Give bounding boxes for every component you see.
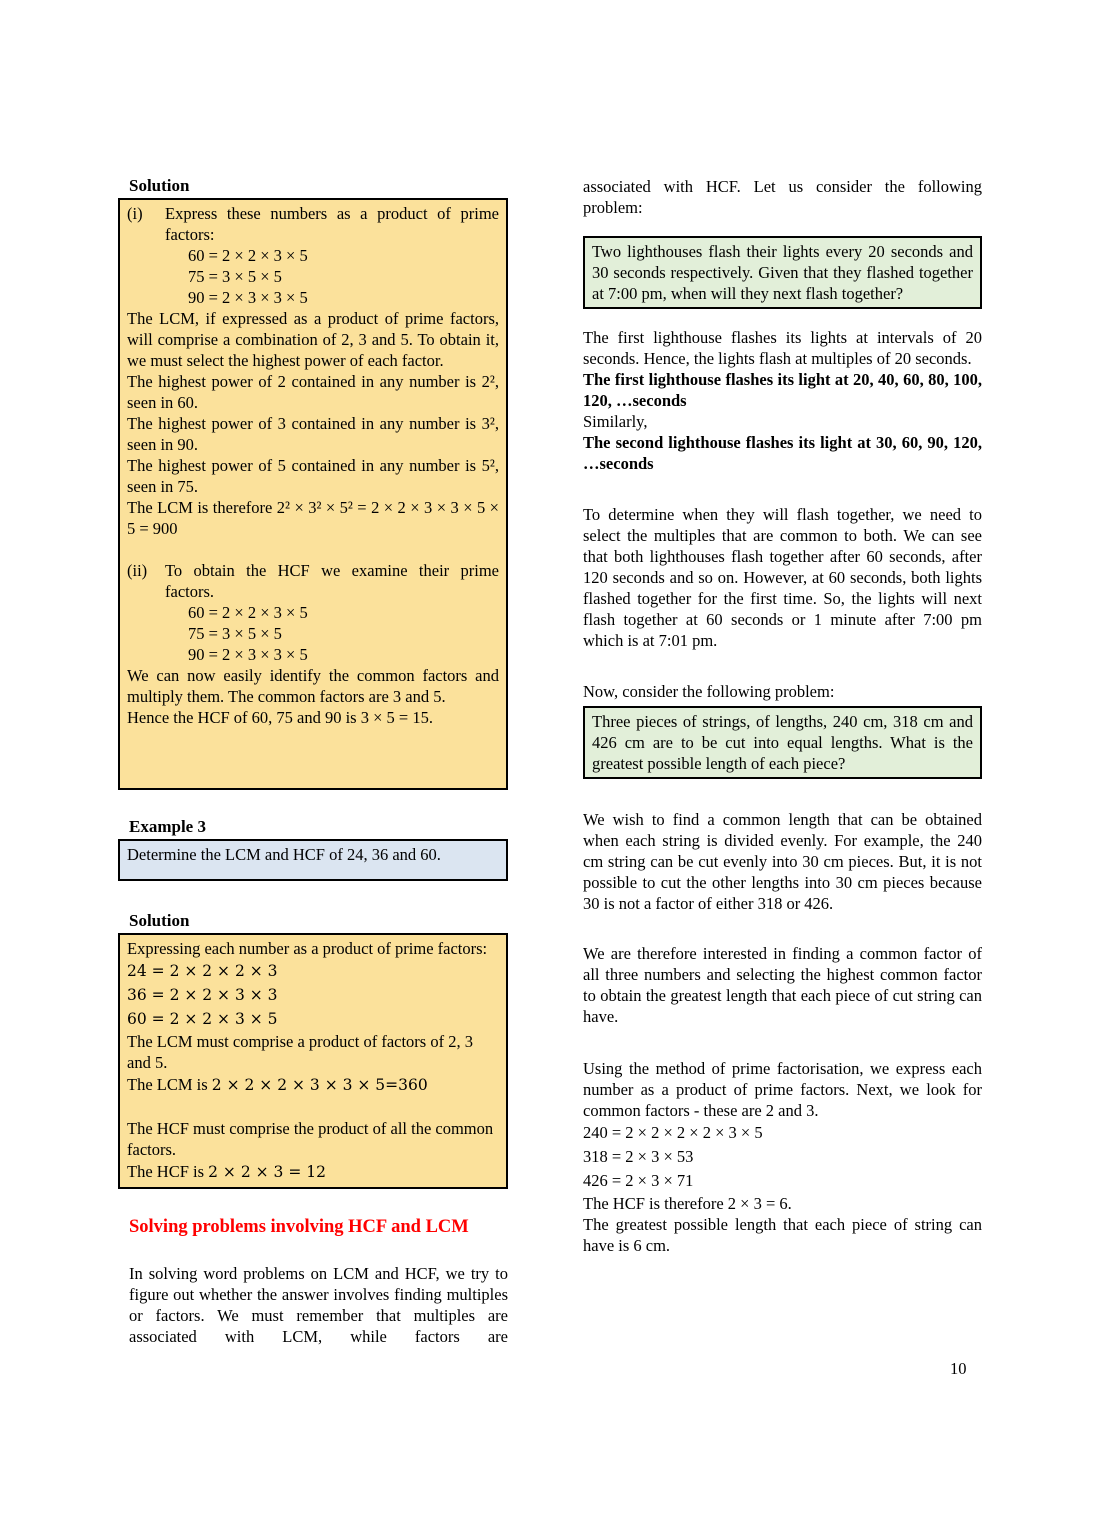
body-paragraph: Now, consider the following problem:	[583, 682, 835, 701]
step-i-text: Express these numbers as a product of prime factors:	[165, 204, 499, 244]
hcf-result-prefix: The HCF is	[127, 1162, 209, 1181]
lcm-result-line	[127, 1073, 499, 1097]
factor-line: 60 = 2 × 2 × 3 × 5	[127, 1010, 278, 1028]
solution-paragraph: The highest power of 5 contained in any number is 5², seen in 75.	[127, 456, 499, 496]
blank-line	[127, 1097, 499, 1118]
body-paragraph: In solving word problems on LCM and HCF, we try to figure out whether the answer involves finding multiples or factors. We must remember that multiples are associated with LCM, while factors are	[129, 1264, 508, 1346]
solution-box-2	[118, 933, 508, 1189]
solution-heading-2: Solution	[129, 911, 190, 930]
solution-paragraph: The highest power of 3 contained in any number is 3², seen in 90.	[127, 414, 499, 454]
factor-line: 60 = 2 × 2 × 3 × 5	[188, 246, 308, 265]
hcf-result-line	[127, 1160, 499, 1184]
solution-paragraph: Expressing each number as a product of prime factors:	[127, 939, 488, 958]
solution-paragraph: The LCM must comprise a product of factors of 2, 3 and 5.	[127, 1032, 473, 1072]
factor-line: 240 = 2 × 2 × 2 × 2 × 3 × 5	[583, 1123, 763, 1142]
body-paragraph: The first lighthouse flashes its lights at intervals of 20 seconds. Hence, the lights flash at multiples of 20 seconds.	[583, 328, 982, 368]
body-paragraph: Similarly,	[583, 412, 648, 431]
section-heading: Solving problems involving HCF and LCM	[129, 1217, 469, 1237]
solution-paragraph: The LCM, if expressed as a product of prime factors, will comprise a combination of 2, 3 and 5. To obtain it, we must select the highest power of each factor.	[127, 309, 499, 370]
hcf-result-math: 2 × 2 × 3 = 12	[208, 1163, 326, 1181]
factor-line: 90 = 2 × 3 × 3 × 5	[188, 288, 308, 307]
factor-line: 75 = 3 × 5 × 5	[188, 624, 282, 643]
body-paragraph: The greatest possible length that each piece of string can have is 6 cm.	[583, 1215, 982, 1255]
right-column	[583, 176, 982, 1256]
solution-heading-1: Solution	[129, 176, 190, 195]
body-paragraph: Using the method of prime factorisation, we express each number as a product of prime factors. Next, we look for common factors - these are 2 and 3.	[583, 1059, 982, 1120]
bold-statement: The second lighthouse flashes its light at 30, 60, 90, 120, …seconds	[583, 433, 982, 473]
problem-box-1: Two lighthouses flash their lights every 20 seconds and 30 seconds respectively. Given that they flashed together at 7:00 pm, when will they next flash together?	[583, 236, 982, 309]
step-ii	[127, 560, 499, 602]
step-ii-label: (ii)	[127, 561, 148, 580]
solution-paragraph: We can now easily identify the common factors and multiply them. The common factors are 3 and 5.	[127, 666, 499, 706]
example-box	[118, 839, 508, 881]
step-ii-text: To obtain the HCF we examine their prime factors.	[165, 561, 499, 601]
step-i-label: (i)	[127, 204, 143, 223]
body-paragraph: We wish to find a common length that can be obtained when each string is divided evenly. For example, the 240 cm string can be cut evenly into 30 cm pieces. But, it is not possible to cut the other lengths into 30 cm pieces because 30 is not a factor of either 318 or 426.	[583, 810, 982, 913]
factor-line: 36 = 2 × 2 × 3 × 3	[127, 986, 278, 1004]
body-paragraph: associated with HCF. Let us consider the following problem:	[583, 177, 982, 217]
body-paragraph: The HCF is therefore 2 × 3 = 6.	[583, 1194, 792, 1213]
left-column	[118, 176, 508, 1347]
factor-line: 90 = 2 × 3 × 3 × 5	[188, 645, 308, 664]
factor-line: 24 = 2 × 2 × 2 × 3	[127, 962, 278, 980]
solution-paragraph: The highest power of 2 contained in any number is 2², seen in 60.	[127, 372, 499, 412]
factor-line: 75 = 3 × 5 × 5	[188, 267, 282, 286]
body-paragraph: To determine when they will flash together, we need to select the multiples that are common to both. We can see that both lighthouses flash together after 60 seconds, after 120 seconds and so on. However, at 60 seconds, both lights flashed together for the first time. So, the lights will next flash together at 60 seconds or 1 minute after 7:00 pm which is at 7:01 pm.	[583, 505, 982, 650]
body-paragraph: We are therefore interested in finding a common factor of all three numbers and selecting the highest common factor to obtain the greatest length that each piece of cut string can have.	[583, 944, 982, 1026]
example-heading: Example 3	[129, 817, 206, 836]
bold-statement: The first lighthouse flashes its light at 20, 40, 60, 80, 100, 120, …seconds	[583, 370, 982, 410]
solution-paragraph: The HCF must comprise the product of all the common factors.	[127, 1119, 494, 1159]
example-text: Determine the LCM and HCF of 24, 36 and 60.	[127, 845, 441, 864]
solution-paragraph: The LCM is therefore 2² × 3² × 5² = 2 × 2 × 3 × 3 × 5 × 5 = 900	[127, 498, 499, 538]
lcm-result-prefix: The LCM is	[127, 1075, 212, 1094]
solution-box-1	[118, 198, 508, 790]
step-i	[127, 203, 499, 245]
page-number: 10	[950, 1359, 967, 1378]
solution-paragraph: Hence the HCF of 60, 75 and 90 is 3 × 5 = 15.	[127, 708, 433, 727]
lcm-result-math: 2 × 2 × 2 × 3 × 3 × 5=360	[211, 1076, 428, 1094]
factor-line: 60 = 2 × 2 × 3 × 5	[188, 603, 308, 622]
factor-line: 426 = 2 × 3 × 71	[583, 1171, 694, 1190]
problem-box-2: Three pieces of strings, of lengths, 240 cm, 318 cm and 426 cm are to be cut into equal lengths. What is the greatest possible length of each piece?	[583, 706, 982, 779]
factor-line: 318 = 2 × 3 × 53	[583, 1147, 694, 1166]
